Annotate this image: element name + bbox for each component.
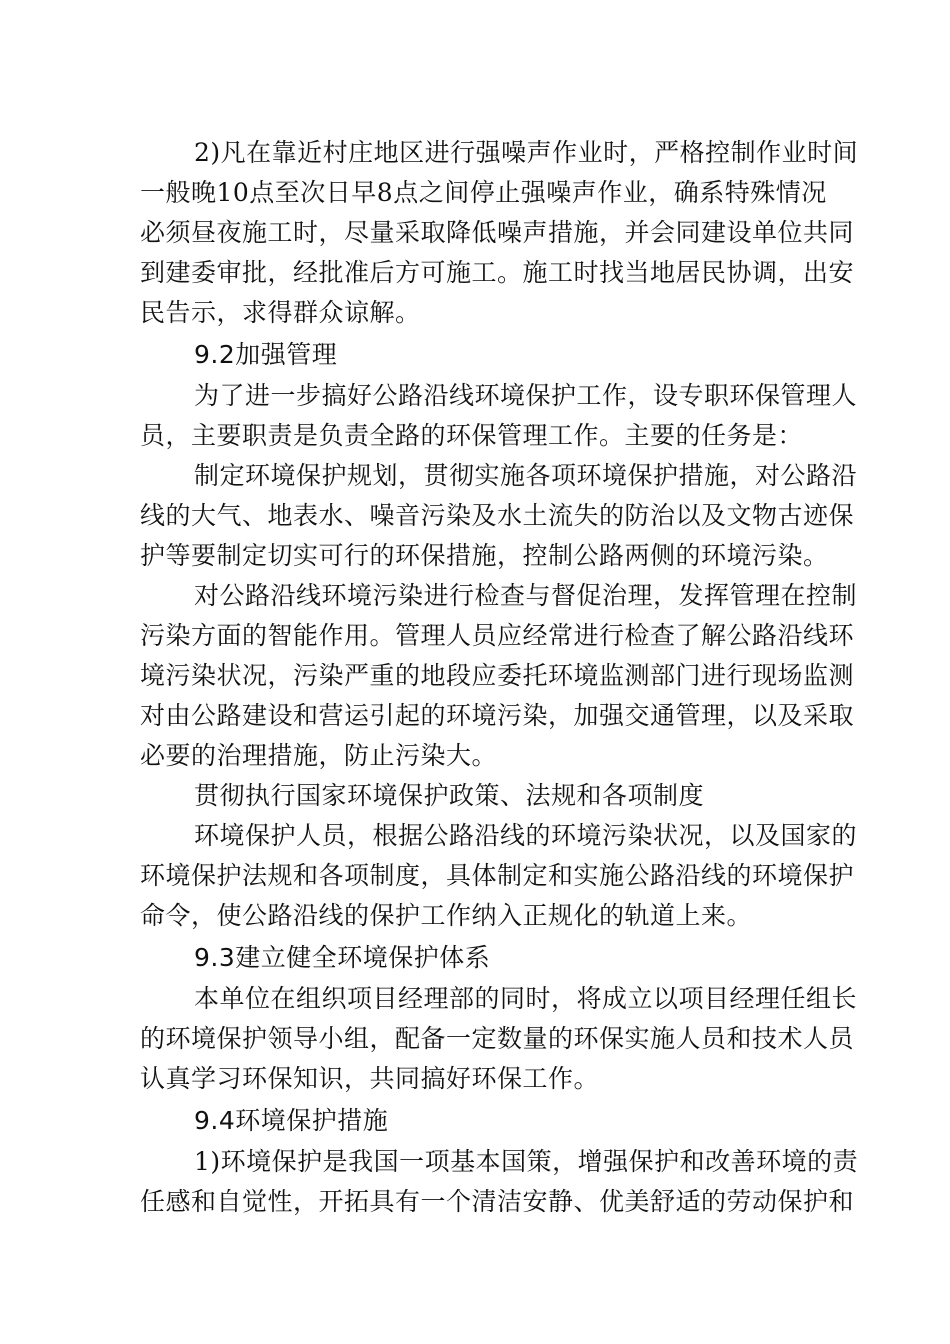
text-line: 必须昼夜施工时，尽量采取降低噪声措施，并会同建设单位共同 (140, 218, 855, 247)
text-line: 制定环境保护规划，贯彻实施各项环境保护措施，对公路沿 (194, 461, 858, 490)
text-line: 员，主要职责是负责全路的环保管理工作。主要的任务是： (140, 421, 804, 450)
text-line: 本单位在组织项目经理部的同时，将成立以项目经理任组长 (194, 984, 858, 1013)
paragraph (140, 376, 858, 456)
text-line: 到建委审批，经批准后方可施工。施工时找当地居民协调，出安 (140, 258, 855, 287)
paragraph (140, 979, 858, 1099)
text-line: 命令，使公路沿线的保护工作纳入正规化的轨道上来。 (140, 901, 753, 930)
text-line: 环境保护法规和各项制度，具体制定和实施公路沿线的环境保护 (140, 861, 855, 890)
text-line: 民告示，求得群众谅解。 (140, 298, 421, 327)
text-line: 护等要制定切实可行的环保措施，控制公路两侧的环境污染。 (140, 541, 829, 570)
paragraph (140, 576, 858, 776)
paragraph (140, 1142, 859, 1222)
text-line: 贯彻执行国家环境保护政策、法规和各项制度 (194, 781, 705, 810)
text-line: 对公路沿线环境污染进行检查与督促治理，发挥管理在控制 (194, 581, 858, 610)
text-line: 线的大气、地表水、噪音污染及水土流失的防治以及文物古迹保 (140, 501, 855, 530)
text-line: 任感和自觉性，开拓具有一个清洁安静、优美舒适的劳动保护和 (140, 1187, 855, 1216)
document-page (140, 133, 859, 1222)
paragraph (140, 456, 858, 576)
text-line: 环境保护人员，根据公路沿线的环境污染状况，以及国家的 (194, 821, 858, 850)
text-line: 必要的治理措施，防止污染大。 (140, 741, 498, 770)
paragraph (140, 133, 859, 333)
text-line: 2)凡在靠近村庄地区进行强噪声作业时，严格控制作业时间 (194, 138, 859, 167)
text-line: 境污染状况，污染严重的地段应委托环境监测部门进行现场监测 (140, 661, 855, 690)
text-line: 污染方面的智能作用。管理人员应经常进行检查了解公路沿线环 (140, 621, 855, 650)
section-heading: 9.3建立健全环境保护体系 (194, 943, 491, 972)
text-line: 为了进一步搞好公路沿线环境保护工作，设专职环保管理人 (194, 381, 858, 410)
text-line: 认真学习环保知识，共同搞好环保工作。 (140, 1064, 600, 1093)
text-line: 1)环境保护是我国一项基本国策，增强保护和改善环境的责 (194, 1147, 859, 1176)
paragraph (140, 776, 810, 816)
section-heading: 9.4环境保护措施 (194, 1106, 389, 1135)
section-heading: 9.2加强管理 (194, 340, 338, 369)
text-line: 对由公路建设和营运引起的环境污染，加强交通管理，以及采取 (140, 701, 855, 730)
text-line: 一般晚10点至次日早8点之间停止强噪声作业，确系特殊情况 (140, 178, 827, 207)
text-line: 的环境保护领导小组，配备一定数量的环保实施人员和技术人员 (140, 1024, 855, 1053)
paragraph (140, 816, 858, 936)
